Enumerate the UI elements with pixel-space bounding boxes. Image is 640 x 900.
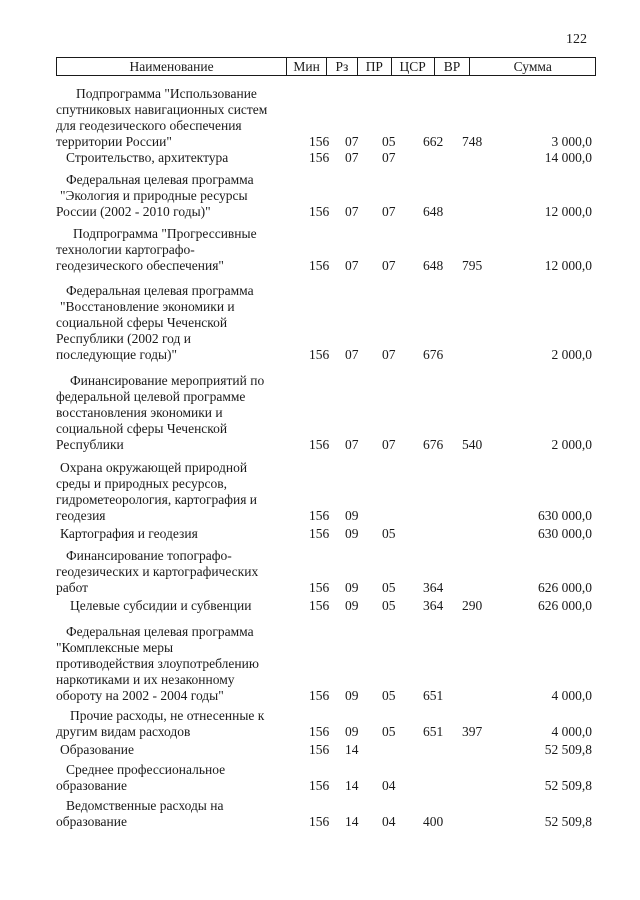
cell-min: 156 <box>309 742 330 757</box>
cell-sum: 626 000,0 <box>538 598 592 613</box>
cell-pr: 07 <box>382 347 396 362</box>
column-header-min: Мин <box>287 58 327 75</box>
cell-rz: 09 <box>345 526 359 541</box>
cell-pr: 07 <box>382 258 396 273</box>
row-name-line: технологии картографо- <box>56 242 195 257</box>
cell-csr: 662 <box>423 134 444 149</box>
cell-min: 156 <box>309 724 330 739</box>
cell-sum: 626 000,0 <box>538 580 592 595</box>
cell-rz: 07 <box>345 437 359 452</box>
cell-rz: 07 <box>345 347 359 362</box>
row-name-line: социальной сферы Чеченской <box>56 421 228 436</box>
row-name-line: Строительство, архитектура <box>66 150 229 165</box>
row-name-line: социальной сферы Чеченской <box>56 315 228 330</box>
row-name-line: России (2002 - 2010 годы)" <box>56 204 211 219</box>
cell-min: 156 <box>309 814 330 829</box>
row-name-line: образование <box>56 814 127 829</box>
row-name-line: наркотиками и их незаконному <box>56 672 235 687</box>
cell-sum: 4 000,0 <box>551 724 592 739</box>
cell-sum: 52 509,8 <box>544 742 592 757</box>
cell-rz: 09 <box>345 508 359 523</box>
row-name-line: образование <box>56 778 127 793</box>
cell-rz: 07 <box>345 134 359 149</box>
cell-rz: 09 <box>345 724 359 739</box>
cell-pr: 05 <box>382 526 396 541</box>
cell-sum: 14 000,0 <box>544 150 592 165</box>
row-name-line: "Восстановление экономики и <box>60 299 235 314</box>
cell-min: 156 <box>309 598 330 613</box>
column-header-sum: Сумма <box>513 58 552 74</box>
cell-min: 156 <box>309 580 330 595</box>
row-name-line: противодействия злоупотреблению <box>56 656 259 671</box>
row-name-line: Картография и геодезия <box>60 526 198 541</box>
row-name-line: Республики (2002 год и <box>56 331 191 346</box>
cell-min: 156 <box>309 347 330 362</box>
cell-pr: 05 <box>382 724 396 739</box>
row-name-line: Среднее профессиональное <box>66 762 226 777</box>
cell-rz: 09 <box>345 598 359 613</box>
cell-pr: 05 <box>382 598 396 613</box>
cell-sum: 630 000,0 <box>538 526 592 541</box>
row-name-line: для геодезического обеспечения <box>56 118 242 133</box>
cell-rz: 07 <box>345 150 359 165</box>
row-name-line: территории России" <box>56 134 172 149</box>
cell-rz: 09 <box>345 688 359 703</box>
cell-min: 156 <box>309 778 330 793</box>
cell-vr: 397 <box>462 724 483 739</box>
cell-sum: 12 000,0 <box>544 258 592 273</box>
row-name-line: Федеральная целевая программа <box>66 624 254 639</box>
cell-pr: 05 <box>382 134 396 149</box>
row-name-line: Федеральная целевая программа <box>66 172 254 187</box>
cell-vr: 540 <box>462 437 483 452</box>
cell-csr: 364 <box>423 580 444 595</box>
cell-sum: 4 000,0 <box>551 688 592 703</box>
column-header-rz: Рз <box>327 58 358 75</box>
row-name-line: обороту на 2002 - 2004 годы" <box>56 688 224 703</box>
cell-rz: 07 <box>345 204 359 219</box>
cell-pr: 05 <box>382 580 396 595</box>
cell-rz: 14 <box>345 742 359 757</box>
cell-sum: 52 509,8 <box>544 814 592 829</box>
cell-csr: 651 <box>423 688 444 703</box>
cell-sum: 630 000,0 <box>538 508 592 523</box>
column-header-pr: ПР <box>358 58 392 75</box>
cell-sum: 2 000,0 <box>551 347 592 362</box>
row-name-line: работ <box>56 580 89 595</box>
cell-pr: 07 <box>382 437 396 452</box>
cell-rz: 14 <box>345 814 359 829</box>
cell-rz: 14 <box>345 778 359 793</box>
cell-pr: 04 <box>382 814 396 829</box>
cell-sum: 3 000,0 <box>551 134 592 149</box>
row-name-line: Целевые субсидии и субвенции <box>70 598 252 613</box>
row-name-line: "Экология и природные ресурсы <box>60 188 248 203</box>
row-name-line: другим видам расходов <box>56 724 191 739</box>
cell-sum: 52 509,8 <box>544 778 592 793</box>
row-name-line: Финансирование мероприятий по <box>70 373 265 388</box>
cell-sum: 12 000,0 <box>544 204 592 219</box>
cell-pr: 07 <box>382 150 396 165</box>
cell-csr: 400 <box>423 814 444 829</box>
row-name-line: среды и природных ресурсов, <box>56 476 227 491</box>
cell-min: 156 <box>309 134 330 149</box>
cell-csr: 676 <box>423 437 444 452</box>
row-name-line: Федеральная целевая программа <box>66 283 254 298</box>
row-name-line: Ведомственные расходы на <box>66 798 224 813</box>
cell-min: 156 <box>309 258 330 273</box>
cell-csr: 648 <box>423 258 444 273</box>
row-name-line: геодезических и картографических <box>56 564 259 579</box>
row-name-line: восстановления экономики и <box>56 405 223 420</box>
row-name-line: Подпрограмма "Использование <box>76 86 257 101</box>
cell-min: 156 <box>309 437 330 452</box>
cell-min: 156 <box>309 688 330 703</box>
cell-min: 156 <box>309 526 330 541</box>
page-number: 122 <box>566 32 587 47</box>
row-name-line: Финансирование топографо- <box>66 548 232 563</box>
row-name-line: гидрометеорология, картография и <box>56 492 258 507</box>
table-header <box>56 57 596 76</box>
cell-min: 156 <box>309 150 330 165</box>
cell-sum: 2 000,0 <box>551 437 592 452</box>
row-name-line: последующие годы)" <box>56 347 178 362</box>
row-name-line: геодезического обеспечения" <box>56 258 224 273</box>
cell-vr: 748 <box>462 134 483 149</box>
cell-rz: 09 <box>345 580 359 595</box>
row-name-line: Республики <box>56 437 124 452</box>
cell-vr: 290 <box>462 598 483 613</box>
row-name-line: Прочие расходы, не отнесенные к <box>70 708 265 723</box>
cell-min: 156 <box>309 204 330 219</box>
cell-rz: 07 <box>345 258 359 273</box>
cell-vr: 795 <box>462 258 483 273</box>
cell-csr: 648 <box>423 204 444 219</box>
cell-pr: 05 <box>382 688 396 703</box>
row-name-line: Подпрограмма "Прогрессивные <box>73 226 257 241</box>
row-name-line: Охрана окружающей природной <box>60 460 248 475</box>
cell-csr: 651 <box>423 724 444 739</box>
row-name-line: Образование <box>60 742 134 757</box>
column-header-csr: ЦСР <box>392 58 435 75</box>
column-header-vr: ВР <box>435 58 471 75</box>
row-name-line: спутниковых навигационных систем <box>56 102 268 117</box>
row-name-line: "Комплексные меры <box>56 640 174 655</box>
cell-pr: 04 <box>382 778 396 793</box>
cell-pr: 07 <box>382 204 396 219</box>
column-header-name: Наименование <box>57 58 287 75</box>
cell-csr: 676 <box>423 347 444 362</box>
cell-csr: 364 <box>423 598 444 613</box>
cell-min: 156 <box>309 508 330 523</box>
row-name-line: геодезия <box>56 508 106 523</box>
row-name-line: федеральной целевой программе <box>56 389 246 404</box>
